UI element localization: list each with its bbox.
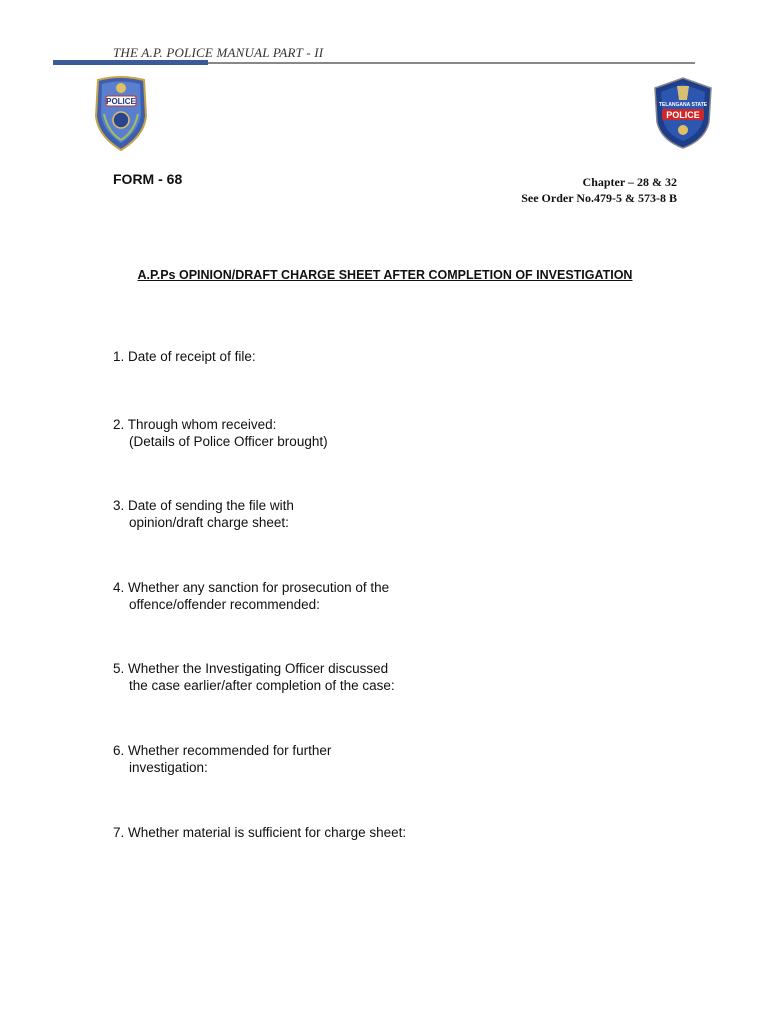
item-text-continued: opinion/draft charge sheet: (129, 515, 289, 530)
item-text: 7. Whether material is sufficient for charge sheet: (113, 825, 407, 840)
ap-police-crest-icon (90, 74, 152, 154)
item-text-continued: the case earlier/after completion of the case: (129, 678, 395, 693)
manual-header-title: THE A.P. POLICE MANUAL PART - II (113, 45, 324, 60)
form-item-5 (113, 660, 395, 694)
form-title: A.P.Ps OPINION/DRAFT CHARGE SHEET AFTER COMPLETION OF INVESTIGATION (137, 268, 633, 282)
form-item-6 (113, 742, 331, 776)
form-item-4 (113, 579, 389, 613)
item-text: 3. Date of sending the file with (113, 498, 294, 513)
form-item-2 (113, 416, 328, 450)
item-text: 5. Whether the Investigating Officer discussed (113, 661, 389, 676)
header-rule (208, 62, 695, 64)
form-item-7 (113, 824, 406, 841)
item-text: 2. Through whom received: (113, 417, 277, 432)
form-item-1 (113, 348, 256, 365)
header-rule-accent (53, 60, 208, 65)
telangana-police-emblem-icon (651, 76, 715, 150)
right-emblem-text: POLICE (666, 110, 700, 120)
right-emblem-arc: TELANGANA STATE (658, 102, 708, 108)
chapter-reference (521, 174, 677, 206)
item-text: 1. Date of receipt of file: (113, 349, 256, 364)
item-text-continued: offence/offender recommended: (129, 597, 320, 612)
chapter-line: Chapter – 28 & 32 (582, 175, 677, 189)
order-line: See Order No.479-5 & 573-8 B (521, 191, 677, 205)
item-text: 6. Whether recommended for further (113, 743, 332, 758)
item-text-continued: (Details of Police Officer brought) (129, 434, 328, 449)
left-emblem-text: POLICE (106, 97, 136, 106)
item-text: 4. Whether any sanction for prosecution of the (113, 580, 390, 595)
form-number: FORM - 68 (113, 171, 183, 187)
item-text-continued: investigation: (129, 760, 208, 775)
form-item-3 (113, 497, 294, 531)
